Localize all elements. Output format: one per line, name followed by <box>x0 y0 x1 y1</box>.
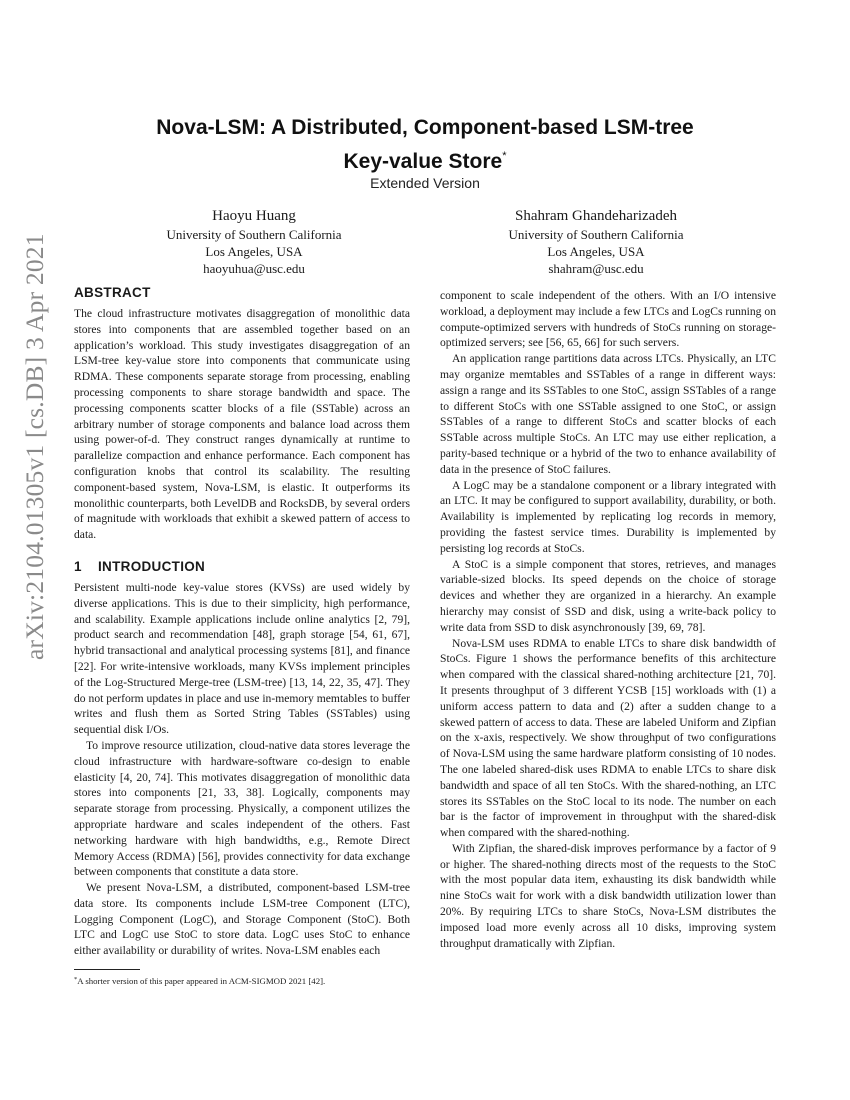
intro-paragraph-8: Nova-LSM uses RDMA to enable LTCs to share disk bandwidth of StoCs. Figure 1 shows the performance benefits of this architecture when compared with the classical shared-nothing architecture [21, 70]. It presents throughput of 3 different YCSB [15] workloads with (1) a uniform access pattern to data and (2) after a sudden change to a skewed pattern of access to data. These are labeled Uniform and Zipfian on the x-axis, respectively. We show throughput of two configurations of Nova-LSM using the same hardware platform consisting of 10 nodes. The one labeled shared-disk uses RDMA to enable LTCs to share disk bandwidth and space of all ten StoCs. With the shared-nothing, an LTC stores its SSTables on the StoC local to its node. The number on each bar is the factor of improvement in throughput with the shared-disk when compared with the shared-nothing. <box>440 636 776 840</box>
footnote-mark: * <box>74 976 78 983</box>
footnote <box>74 974 414 987</box>
footnote-text: A shorter version of this paper appeared in ACM-SIGMOD 2021 [42]. <box>77 976 326 986</box>
introduction-heading <box>74 558 410 576</box>
author-affiliation: University of Southern California <box>166 227 342 242</box>
paper-title <box>75 114 775 176</box>
author-affiliation: University of Southern California <box>508 227 684 242</box>
author-block-2 <box>446 206 746 277</box>
arxiv-identifier-text: arXiv:2104.01305v1 [cs.DB] 3 Apr 2021 <box>20 233 49 660</box>
intro-paragraph-6: A LogC may be a standalone component or a library integrated with an LTC. It may be configured to support availability, durability, or both. Availability is implemented by replicating log records in memory, providing the fastest service times. Durability is implemented by persisting log records at StoCs. <box>440 478 776 555</box>
paper-title-line-2-text: Key-value Store <box>343 150 503 173</box>
intro-paragraph-3: We present Nova-LSM, a distributed, component-based LSM-tree data store. Its components include LSM-tree Component (LTC), Logging Component (LogC), and Storage Component (StoC). Both LTC and LogC use StoC to store data. LogC uses StoC to enhance either availability or durability of writes. Nova-LSM enables each <box>74 881 410 958</box>
author-block-1 <box>104 206 404 277</box>
paper-title-line-1: Nova-LSM: A Distributed, Component-based LSM-tree <box>156 116 694 139</box>
intro-paragraph-4: component to scale independent of the others. With an I/O intensive workload, a deployment may include a few LTCs and LogCs running on compute-optimized servers with hundreds of StoCs running on storage-optimized servers; see [56, 65, 66] for such servers. <box>440 289 776 350</box>
section-title: INTRODUCTION <box>98 558 206 574</box>
author-location: Los Angeles, USA <box>547 244 645 259</box>
right-column <box>440 288 776 951</box>
intro-paragraph-9: With Zipfian, the shared-disk improves performance by a factor of 9 or higher. The shared-nothing directs most of the requests to the StoC with the most popular data item, exhausting its disk bandwidth while nine StoCs wait for work with a disk bandwidth utilization lower than 20%. By requiring LTCs to share StoCs, Nova-LSM distributes the imposed load more evenly across all 10 disks, improving system throughput dramatically with Zipfian. <box>440 841 776 950</box>
paper-subtitle: Extended Version <box>370 175 480 191</box>
abstract-heading: ABSTRACT <box>74 285 151 300</box>
author-email: shahram@usc.edu <box>548 261 644 276</box>
intro-paragraph-2: To improve resource utilization, cloud-native data stores leverage the cloud infrastructure with hardware-software co-design to enable elasticity [4, 20, 74]. This motivates disaggregation of monolithic data stores into components [21, 33, 38]. Logically, components may separate storage from processing. Physically, a component utilizes the appropriate hardware and scales independent of the others. Fast networking hardware with high bandwidths, e.g., Remote Direct Memory Access (RDMA) [56], provides connectivity for data exchange between components that constitute a data store. <box>74 738 410 879</box>
paper-title-line-2 <box>75 142 775 176</box>
intro-paragraph-7: A StoC is a simple component that stores, retrieves, and manages variable-sized blocks. Its speed depends on the choice of storage devices and whether they are organized in a hierarchy. An example hierarchy may consist of SSD and disk, using a write-back policy to write data from SSD to disk asynchronously [39, 69, 78]. <box>440 557 776 634</box>
author-location: Los Angeles, USA <box>205 244 303 259</box>
author-name: Haoyu Huang <box>212 208 296 224</box>
author-name: Shahram Ghandeharizadeh <box>514 208 677 224</box>
intro-paragraph-5: An application range partitions data across LTCs. Physically, an LTC may organize memtables and SSTables of a range in different ways: assign a range and its SSTables to one StoC, assign SSTables of a range to different StoCs with one SSTable assigned to one StoC, or assign SSTables of a range to different StoCs and scatter blocks of each SSTable across multiple StoCs. An LTC may use either replication, a parity-based technique or a hybrid of the two to enhance availability of data in the presence of StoC failures. <box>440 352 776 476</box>
title-footnote-mark: * <box>502 150 507 162</box>
author-email: haoyuhua@usc.edu <box>203 261 305 276</box>
section-number: 1 <box>74 558 82 574</box>
left-column <box>74 284 410 959</box>
abstract-text: The cloud infrastructure motivates disaggregation of monolithic data stores into components that are assembled together based on an application’s workload. This study investigates disaggregation of an LSM-tree key-value store into components that communicate using RDMA. These components separate storage from processing, enabling processing components to share storage bandwidth and space. The processing components scatter blocks of a file (SSTable) across an arbitrary number of storage components and balance load across them using power-of-d. They construct ranges dynamically at runtime to parallelize compaction and enhance performance. Each component has configuration knobs that control its scalability. The resulting component-based system, Nova-LSM, is elastic. It outperforms its monolithic counterparts, both LevelDB and RocksDB, by several orders of magnitude with workloads that exhibit a skewed pattern of access to data. <box>74 307 410 542</box>
intro-paragraph-1: Persistent multi-node key-value stores (KVSs) are used widely by diverse applications. This is due to their simplicity, high performance, and scalability. Example applications include online analytics [2, 79], product search and recommendation [48], graph storage [54, 61, 67], hybrid transactional and analytical processing systems [81], and finance [22]. For write-intensive workloads, many KVSs implement principles of the Log-Structured Merge-tree (LSM-tree) [13, 14, 22, 35, 47]. They do not perform updates in place and use in-memory memtables to buffer writes and flush them as Sorted String Tables (SSTables) using sequential disk I/Os. <box>74 580 410 737</box>
footnote-divider <box>74 969 140 970</box>
